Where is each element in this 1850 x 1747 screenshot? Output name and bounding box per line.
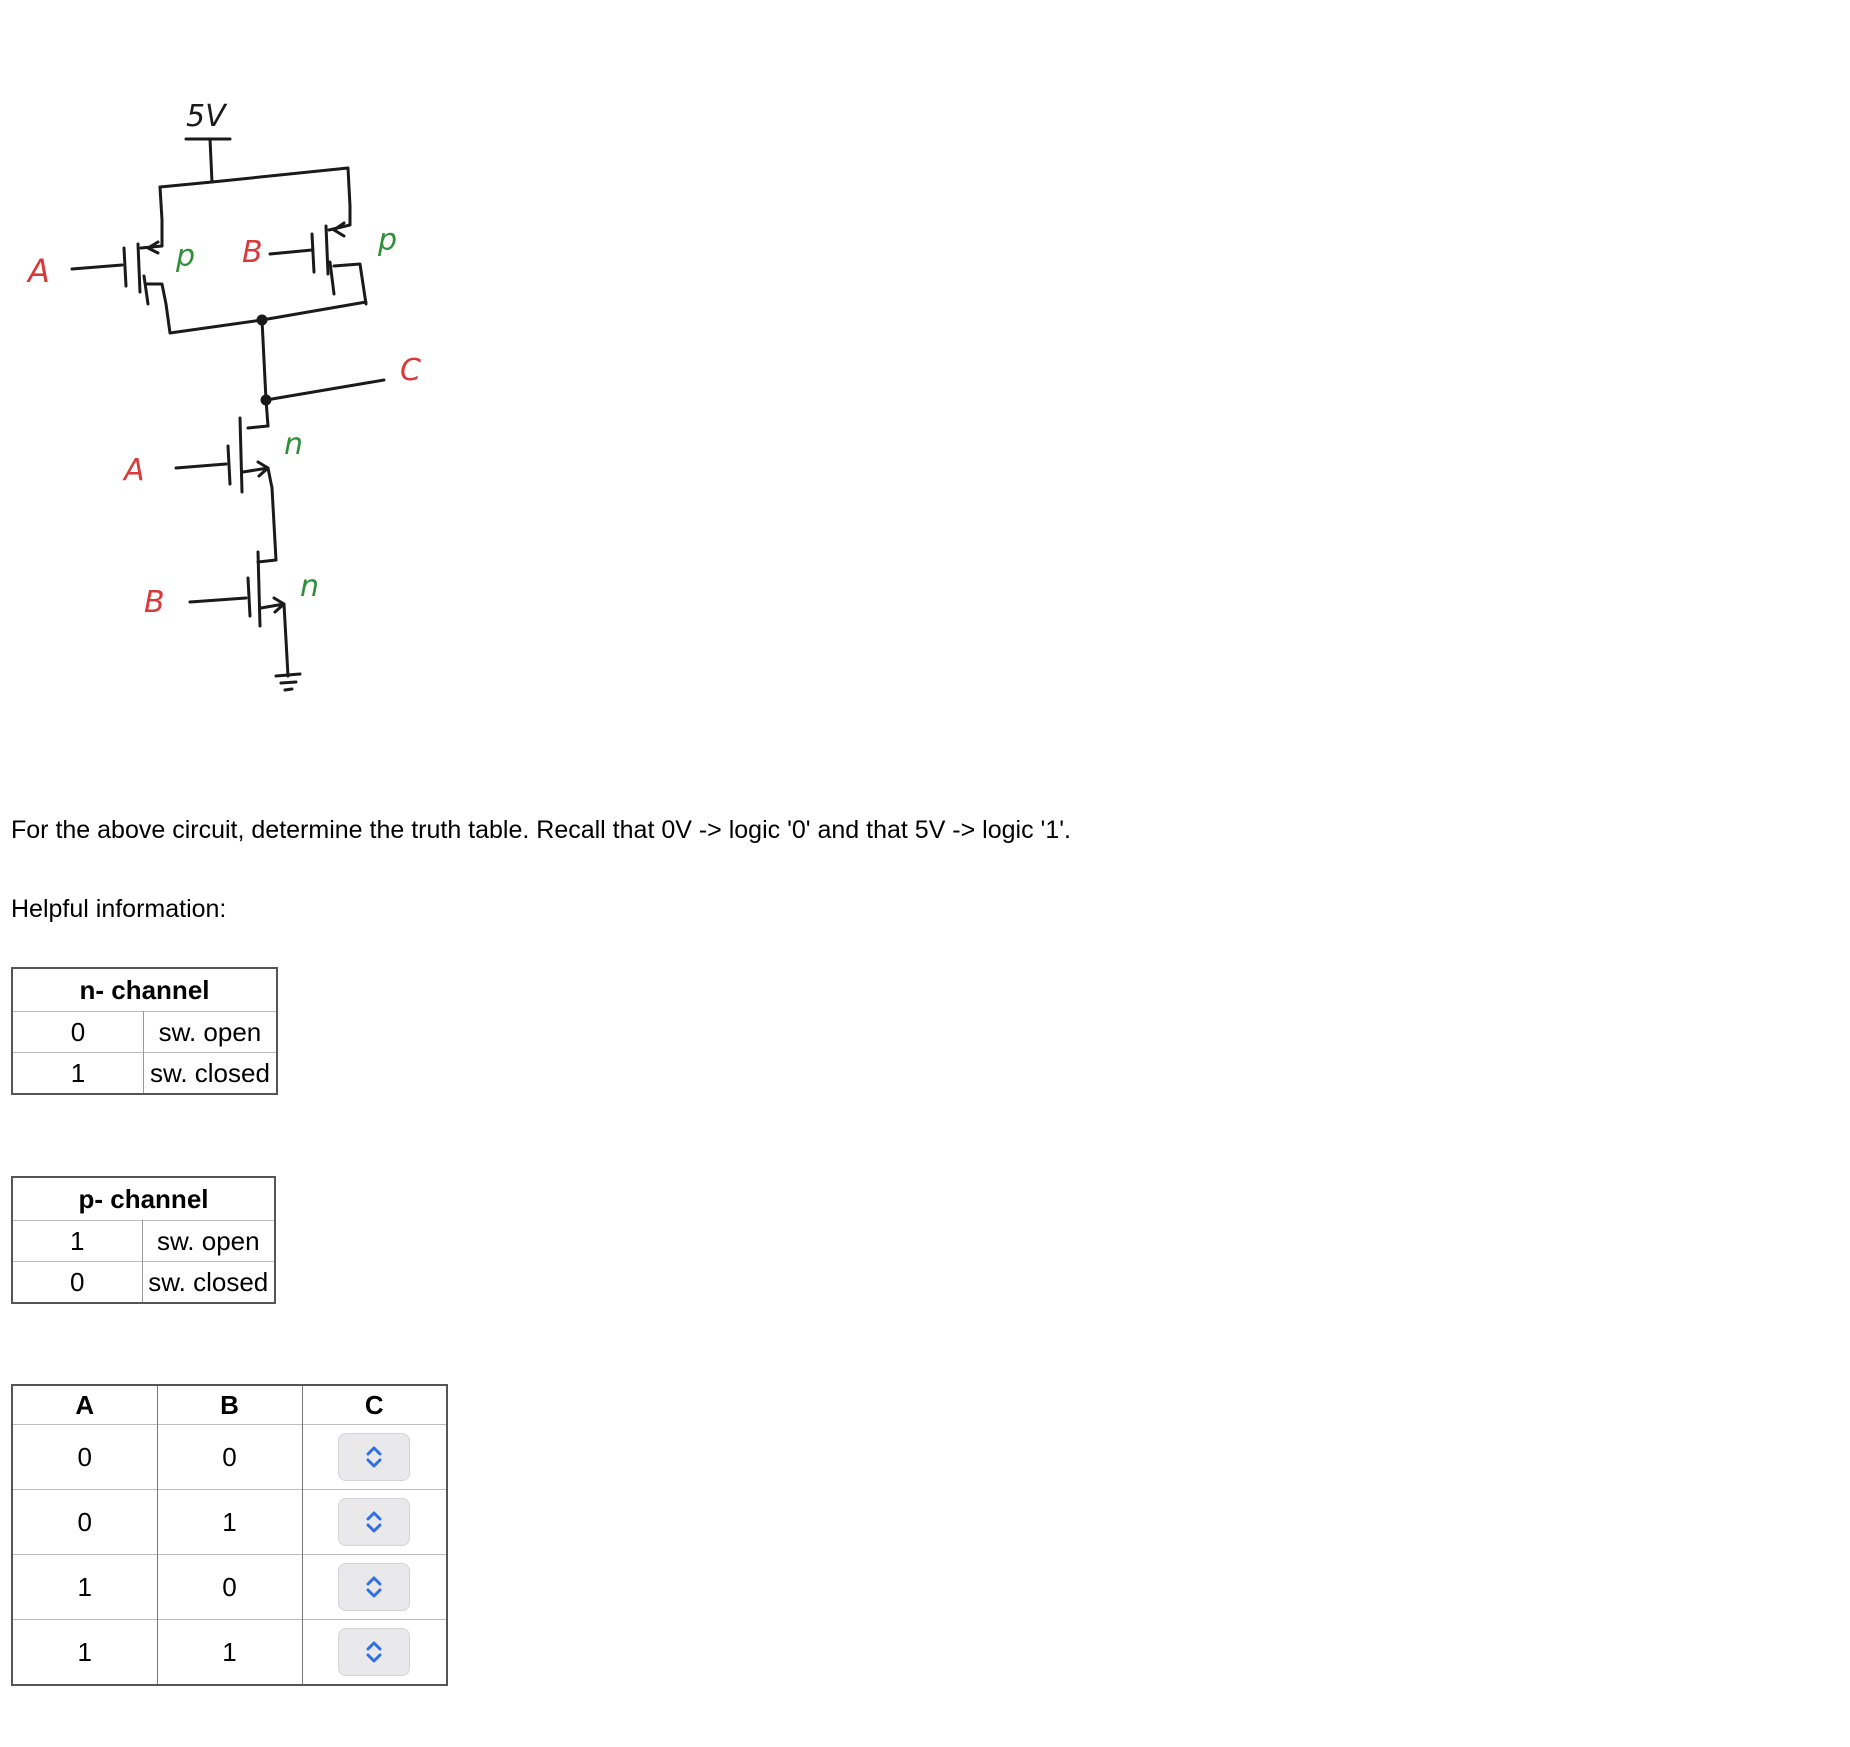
bottom-nmos-gate-plate: [248, 578, 250, 616]
question-prompt: For the above circuit, determine the truth table. Recall that 0V -> logic '0' and that 5V -> logic '1'.: [11, 816, 1071, 844]
up-down-chevron-icon: [365, 1575, 383, 1599]
left-pmos-gate-plate: [124, 248, 126, 286]
bottom-nmos-gate-wire: [190, 598, 246, 602]
output-c-select-row-3[interactable]: [338, 1563, 410, 1611]
top-nmos-channel: [240, 418, 242, 492]
n-channel-table: [11, 967, 278, 1095]
output-c-cell: [302, 1425, 447, 1490]
output-c-cell: [302, 1620, 447, 1686]
truth-table: [11, 1384, 448, 1686]
right-pmos-channel-top: [326, 226, 328, 274]
output-c-select-row-1[interactable]: [338, 1433, 410, 1481]
bottom-nmos-channel: [258, 552, 260, 626]
p-channel-header-row: [12, 1177, 275, 1221]
top-nmos-gate-wire: [176, 464, 226, 468]
left-pmos-source: [160, 187, 162, 220]
input-a-cell: 1: [12, 1620, 157, 1686]
table-row: [12, 1490, 447, 1555]
left-pmos-gate-wire: [72, 265, 122, 269]
ground-line-1: [276, 674, 300, 676]
output-c-cell: [302, 1555, 447, 1620]
right-pmos-gate-wire: [270, 250, 312, 254]
input-a-cell: 0: [12, 1425, 157, 1490]
truth-table-header-row: [12, 1385, 447, 1425]
circuit-wires: [72, 139, 384, 690]
p-channel-value: 1: [12, 1221, 142, 1262]
input-b-cell: 0: [157, 1555, 302, 1620]
right-pmos-drain: [334, 264, 366, 304]
vdd-rail: [160, 168, 350, 206]
top-nmos-gate-plate: [228, 446, 230, 484]
output-c-cell: [302, 1490, 447, 1555]
input-a-cell: 0: [12, 1490, 157, 1555]
top-nmos-drain-lead: [266, 400, 268, 426]
top-nmos-gate-label: A: [124, 453, 145, 488]
input-b-cell: 1: [157, 1620, 302, 1686]
output-label: C: [400, 353, 421, 388]
up-down-chevron-icon: [365, 1510, 383, 1534]
supply-label: 5V: [186, 99, 226, 134]
column-header-a: A: [12, 1385, 157, 1425]
output-c-select-row-2[interactable]: [338, 1498, 410, 1546]
n-channel-value: 1: [12, 1053, 143, 1095]
p-channel-title: p- channel: [78, 1183, 209, 1214]
p-channel-value: 0: [12, 1262, 142, 1304]
left-pmos-channel-top: [138, 244, 140, 292]
circuit-schematic: [0, 80, 480, 740]
column-header-c: C: [364, 1389, 384, 1420]
right-pmos-arrow: [334, 223, 344, 236]
up-down-chevron-icon: [365, 1445, 383, 1469]
table-row: [12, 1620, 447, 1686]
table-row: [12, 1053, 277, 1095]
right-pmos-gate-label: B: [242, 235, 263, 270]
series-link: [272, 488, 276, 560]
bottom-nmos-gate-label: B: [144, 585, 165, 620]
table-row: [12, 1425, 447, 1490]
helpful-information-heading: Helpful information:: [11, 895, 227, 923]
input-b-cell: 1: [157, 1490, 302, 1555]
ground-line-3: [285, 689, 292, 690]
bottom-nmos-type-label: n: [300, 569, 320, 604]
top-nmos-source: [243, 468, 272, 488]
right-pmos-type-label: p: [378, 223, 398, 258]
supply-stem: [210, 139, 212, 182]
ground-line-2: [281, 682, 296, 683]
table-row: [12, 1012, 277, 1053]
output-node-wire: [262, 320, 266, 400]
p-channel-table: [11, 1176, 276, 1304]
circuit-drawing: [0, 80, 480, 740]
right-pmos-gate-plate: [312, 234, 314, 272]
bottom-nmos-source: [261, 604, 288, 676]
n-channel-value: 0: [12, 1012, 143, 1053]
input-a-cell: 1: [12, 1555, 157, 1620]
left-pmos-gate-label: A: [28, 252, 50, 290]
p-channel-state: sw. open: [142, 1221, 275, 1262]
table-row: [12, 1221, 275, 1262]
output-c-select-row-4[interactable]: [338, 1628, 410, 1676]
input-b-cell: 0: [157, 1425, 302, 1490]
p-channel-state: sw. closed: [142, 1262, 275, 1304]
up-down-chevron-icon: [365, 1640, 383, 1664]
table-row: [12, 1555, 447, 1620]
n-channel-header-row: [12, 968, 277, 1012]
table-row: [12, 1262, 275, 1304]
n-channel-title: n- channel: [79, 974, 210, 1005]
column-header-b: B: [157, 1385, 302, 1425]
output-c-wire: [266, 380, 384, 400]
top-nmos-drain: [248, 426, 268, 428]
left-pmos-type-label: p: [176, 239, 196, 274]
n-channel-state: sw. open: [143, 1012, 277, 1053]
left-pmos-channel-bottom: [144, 276, 148, 304]
n-channel-state: sw. closed: [143, 1053, 277, 1095]
bottom-nmos-drain: [258, 560, 276, 562]
top-nmos-type-label: n: [284, 427, 304, 462]
